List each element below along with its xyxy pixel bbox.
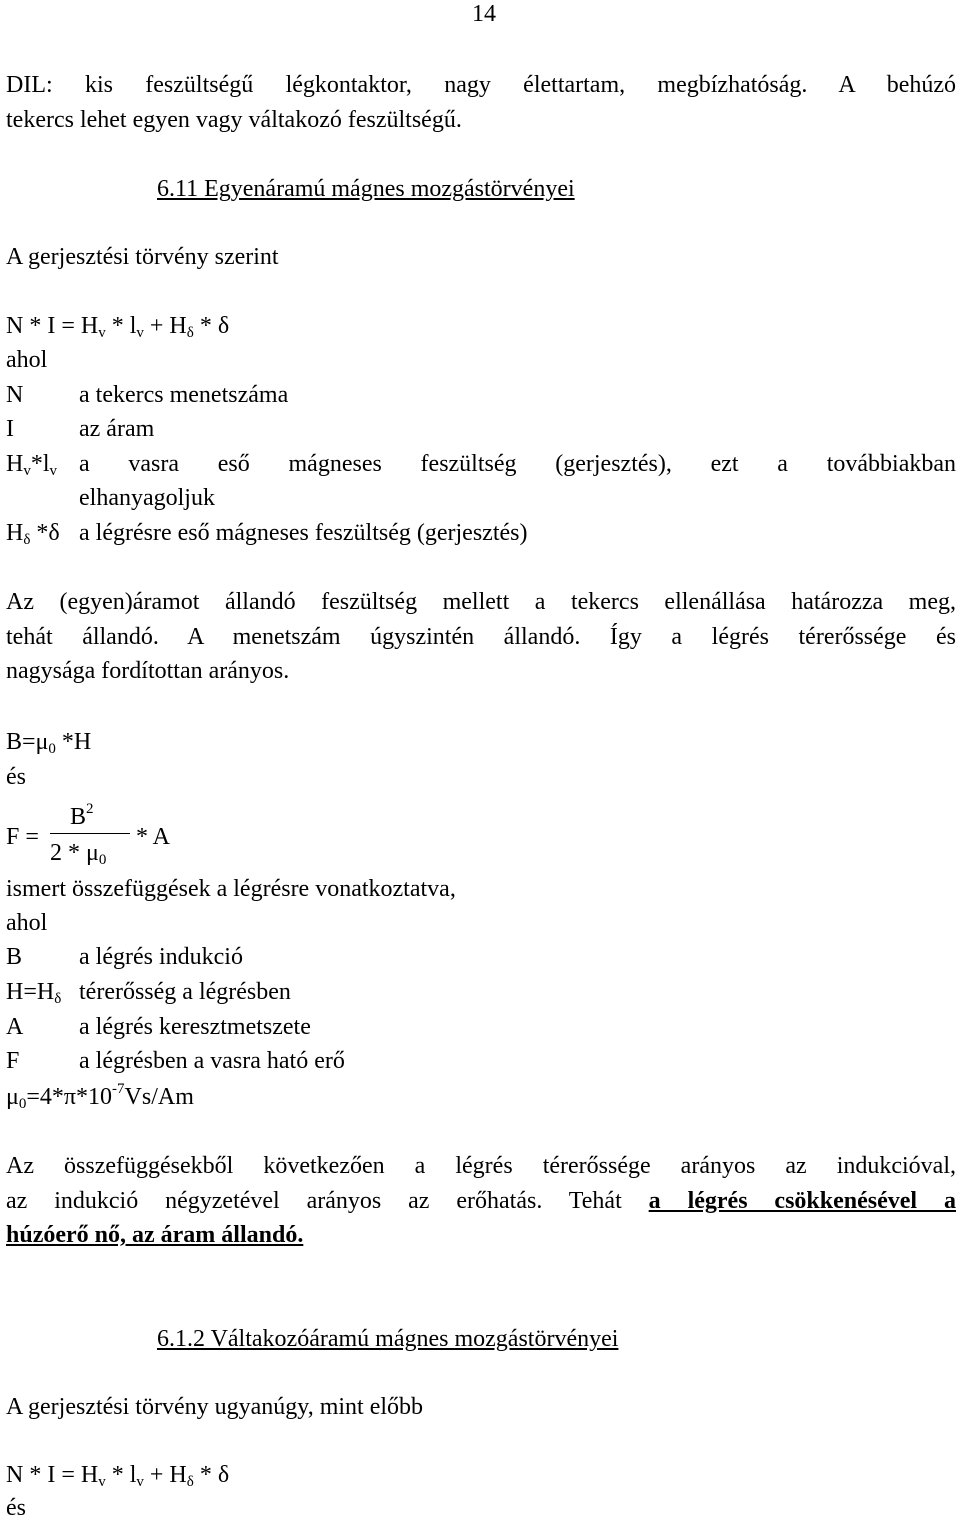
fraction-bar xyxy=(50,833,130,834)
definition-desc: térerősség a légrésben xyxy=(79,979,291,1005)
excitation-law-formula-2: $N * I = H_v * l_v + H_\delta * \delta$ xyxy=(6,1462,230,1490)
emphasis-text: húzóerő nő, az áram állandó. xyxy=(6,1222,304,1248)
definition-term: $H_\delta$ *δ xyxy=(6,520,60,548)
definition-term: A xyxy=(6,1014,24,1040)
definition-desc: a légrésre eső mágneses feszültség (gerjesztés) xyxy=(79,520,528,546)
definition-desc: a légrésben a vasra ható erő xyxy=(79,1048,345,1074)
definition-term: I xyxy=(6,416,14,442)
definition-term: B xyxy=(6,944,23,970)
intro-line-1: DIL: kis feszültségű légkontaktor, nagy élettartam, megbízhatóság. A behúzó xyxy=(6,72,956,98)
definition-desc: az áram xyxy=(79,416,155,442)
page-number: 14 xyxy=(472,1,496,27)
definition-term: N xyxy=(6,382,24,408)
and-label: és xyxy=(6,764,26,790)
conclusion-paragraph: Az összefüggésekből következően a légrés térerőssége arányos az indukcióval, az indukció négyzetével arányos az erőhatás. Tehát a légrés csökkenésével a húzóerő nő, az áram állandó. xyxy=(6,1149,956,1253)
definition-desc: a vasra eső mágneses feszültség (gerjesztés), ezt a továbbiakban xyxy=(79,451,956,477)
and-label: és xyxy=(6,1495,26,1521)
definition-term: F xyxy=(6,1048,20,1074)
section-2-title: 6.1.2 Váltakozóáramú mágnes mozgástörvényei xyxy=(157,1326,619,1352)
intro-line-2: tekercs lehet egyen vagy váltakozó feszültségű. xyxy=(6,106,462,133)
where-label: ahol xyxy=(6,347,48,373)
definition-desc: a légrés indukció xyxy=(79,944,243,970)
section-1-intro: A gerjesztési törvény szerint xyxy=(6,244,279,270)
definition-desc: a légrés keresztmetszete xyxy=(79,1014,311,1040)
where-label: ahol xyxy=(6,910,48,936)
induction-formula: $B=\mu_0$ *H xyxy=(6,729,92,757)
current-paragraph: Az (egyen)áramot állandó feszültség mellett a tekercs ellenállása határozza meg, tehát állandó. A menetszám úgyszintén állandó. Így a légrés térerőssége és nagysága fordítottan arányos. xyxy=(6,589,956,684)
force-formula: F = $B^2$ $2 * \mu_0$ * A xyxy=(6,801,171,868)
intro-paragraph xyxy=(6,68,956,137)
excitation-law-formula: $N * I = H_v * l_v + H_\delta * \delta$ xyxy=(6,313,230,341)
definition-term: $H=H_\delta$ xyxy=(6,979,62,1007)
definition-desc: elhanyagoljuk xyxy=(79,485,215,511)
section-1-title: 6.11 Egyenáramú mágnes mozgástörvényei xyxy=(157,176,575,202)
section-2-intro: A gerjesztési törvény ugyanúgy, mint előbb xyxy=(6,1394,424,1420)
definition-term: $H_v*l_v$ xyxy=(6,451,58,479)
known-relations-text: ismert összefüggések a légrésre vonatkoztatva, xyxy=(6,876,456,902)
emphasis-text: a légrés csökkenésével a xyxy=(648,1187,956,1214)
definition-desc: a tekercs menetszáma xyxy=(79,382,289,408)
permeability-constant: $\mu_0=4*\pi*10^{-7}Vs/Am$ xyxy=(6,1081,194,1112)
